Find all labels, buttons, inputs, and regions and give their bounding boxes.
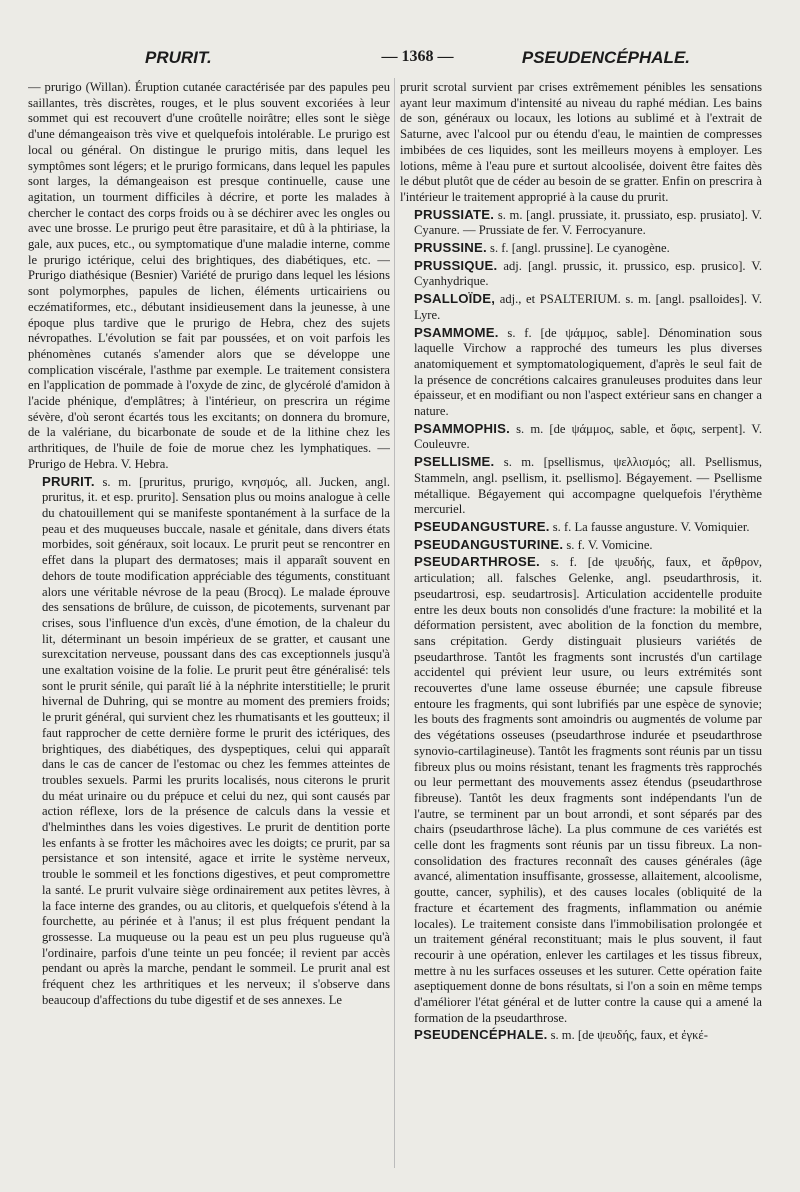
- entry-paragraph: [400, 1027, 762, 1044]
- entry-paragraph: [28, 80, 390, 473]
- entry-paragraph: [28, 474, 390, 1009]
- page-number: — 1368 —: [381, 48, 454, 65]
- entry-text: s. f. [de ψευδής, faux, et ἄρθρον, articulation; all. falsches Gelenke, angl. pseudarthrosis, it. pseudartrosi, esp. seudartrosis]. Articulation accidentelle produite entre les deux bouts non consolidés d'une fracture: la mobilité et la déformation persistent, avec abolition de la fonction du membre, sans crépitation. Gerdy distinguait plusieurs variétés de pseudarthrose. Tantôt les fragments sont incrustés d'un cartilage accidentel qui prévient leur usure, ou leurs extrémités sont recouvertes d'une lame osseuse éburnée; une capsule fibreuse entoure les fragments, qui sont lubrifiés par une espèce de synovie; les bouts des fragments sont amoindris ou augmentés de volume par des végétations osseuses (pseudarthrose indurée et pseudarthrose synovio-cartilagineuse). Tantôt les fragments sont réunis par un tissu fibreux plus ou moins résistant, tenant les fragments très rapprochés ou leur permettant des mouvements assez étendus (pseudarthrose fibreuse). Tantôt les deux fragments sont indépendants l'un de l'autre, se terminent par un bout arrondi, et sont séparés par des chairs (pseudarthrose lâche). La plus commune de ces variétés est celle dont les fragments sont réunis par un tissu fibreux. La non-consolidation des fractures reconnaît des causes générales (âge avancé, alimentation insuffisante, grossesse, allaitement, alcoolisme, goutte, cancer, syphilis), et des causes locales (obliquité de la fracture et écartement des fragments, inflammation ou anémie locales). Le traitement consiste dans l'immobilisation prolongée et un traitement général reconstituant; mais le plus souvent, il faut recourir à une opération, enlever les cartilages et les tissus fibreux, mettre à nu les surfaces osseuses et les suturer. Cette opération faite aseptiquement donne de bons résultats, si l'on a soin en même temps d'améliorer l'état général et de lutter contre la cause qui a amené la formation de la pseudarthrose.: [414, 555, 762, 1025]
- entry-headword: PSEUDANGUSTURINE.: [414, 536, 564, 552]
- entry-text: s. m. [angl. prussiate, it. prussiato, esp. prusiato]. V. Cyanure. — Prussiate de fer. V. Ferrocyanure.: [414, 207, 762, 238]
- entry-text: adj., et PSALTERIUM. s. m. [angl. psalloides]. V. Lyre.: [414, 292, 762, 322]
- entry-text: s. f. [de ψάμμος, sable]. Dénomination sous laquelle Virchow a rapproché des tumeurs les plus diverses anatomiquement et symptomatologiquement, d'après le seul fait de la présence de concrétions calcaires granuleuses produites dans leur épaisseur, et en modifiant ou non l'aspect extérieur sans en changer a nature.: [414, 325, 762, 419]
- entry-headword: PRUSSIATE.: [414, 206, 495, 222]
- entry-headword: PSEUDANGUSTURE.: [414, 518, 550, 534]
- entry-text: s. m. [de ψάμμος, sable, et ὄφις, serpent]. V. Couleuvre.: [414, 421, 762, 452]
- entry-paragraph: [400, 554, 762, 1026]
- entry-headword: PRUSSIQUE.: [414, 257, 498, 273]
- entry-paragraph: [400, 325, 762, 420]
- entry-headword: PSELLISME.: [414, 454, 495, 470]
- entry-paragraph: [400, 258, 762, 290]
- entry-text: s. f. V. Vomicine.: [563, 537, 653, 552]
- entry-headword: PSALLOÏDE,: [414, 291, 496, 307]
- entry-text: s. f. [angl. prussine]. Le cyanogène.: [486, 241, 670, 256]
- entry-paragraph: [400, 421, 762, 453]
- entry-paragraph: [400, 80, 762, 206]
- column-divider: [394, 78, 395, 1168]
- entry-headword: PSAMMOME.: [414, 324, 499, 340]
- entry-paragraph: [400, 207, 762, 239]
- entry-headword: PSAMMOPHIS.: [414, 420, 510, 436]
- entry-headword: PRUSSINE.: [414, 240, 487, 256]
- entry-text: s. m. [de ψευδής, faux, et ἐγκέ-: [547, 1028, 708, 1043]
- entry-text: s. m. [psellismus, ψελλισμός; all. Psellismus, Stammeln, angl. psellism, it. psellismo]. Bégayement. — Psellisme métallique. Bégayement qui accompagne quelquefois l'érythème mercuriel.: [414, 455, 762, 517]
- running-head-left: PRURIT.: [145, 48, 212, 67]
- page-header: [145, 48, 690, 74]
- entry-text: prurit scrotal survient par crises extrêmement pénibles les sensations ayant leur maximum d'intensité au niveau du raphé médian. Les bains de son, généraux ou locaux, les lotions au sublimé et à l'extrait de Saturne, avec l'alcool pur ou étendu d'eau, le maintien de compresses imbibées de ces liquides, sont les meilleurs moyens à employer. Les lotions, même à l'eau pure et surtout alcoolisée, doivent être faites dès le début plutôt que de céder au besoin de se gratter. Enfin on prescrira à l'intérieur le traitement approprié à la cause du prurit.: [400, 80, 762, 204]
- entry-text: — prurigo (Willan). Éruption cutanée caractérisée par des papules peu saillantes, très discrètes, rouges, et le plus souvent excoriées à leur sommet qui est recouvert d'une croûtelle noirâtre; elles sont le siège d'une démangeaison très vive et quelquefois intolérable. Le prurigo est local ou général. On distingue le prurigo mitis, dans lequel les symptômes sont légers; et le prurigo formicans, dans lequel les papules sont larges, la démangeaison est presque continuelle, cause une agitation, un tourment difficiles à décrire, et porte les malades à chercher le contact des corps froids ou à se déchirer avec les ongles ou avec une brosse. Le prurigo peut être parasitaire, et dû à la phtiriase, la gale, aux puces, etc., ou symptomatique d'une maladie interne, comme le prurigo ictérique, celui des brightiques, des diabétiques, etc. — Prurigo diathésique (Besnier) Variété de prurigo dans lequel les lésions sont polymorphes, papules de lichen, éléments urticairiens ou eczématiformes, etc., débutant insidieusement dans la jeunesse, à une époque plus tardive que le prurigo de Hebra, chez des sujets névropathes. L'évolution se fait par poussées, et on voit parfois les phénomènes cutanés s'amender alors que se développe une complication viscérale, l'asthme par exemple. Le traitement consistera en l'application de pommade à l'oxyde de zinc, de glycérolé d'amidon à l'acide phénique, d'emplâtres; à l'intérieur, on prescrira un régime sévère, d'où seront écartés tous les excitants; on donnera du bromure, de la valériane, du bicarbonate de soude et de la lithine chez les arthritiques, de l'huile de foie de morue chez les lymphatiques. — Prurigo de Hebra. V. Hebra.: [28, 80, 390, 471]
- entry-text: adj. [angl. prussic, it. prussico, esp. prusico]. V. Cyanhydrique.: [414, 258, 762, 289]
- entry-text: s. f. La fausse angusture. V. Vomiquier.: [549, 519, 750, 534]
- entry-paragraph: [400, 454, 762, 518]
- entry-headword: PRURIT.: [42, 473, 95, 489]
- right-column: [400, 80, 762, 1170]
- entry-paragraph: [400, 291, 762, 323]
- entry-headword: PSEUDENCÉPHALE.: [414, 1027, 548, 1043]
- entry-text: s. m. [pruritus, prurigo, κνησμός, all. Jucken, angl. pruritus, it. et esp. prurito]. Sensation plus ou moins analogue à celle du chatouillement qui se manifeste spontanément à la surface de la peau et des muqueuses buccale, nasale et génitale, dans divers états morbides, soit généraux, soit locaux. Le prurit peut se rencontrer en effet dans la plupart des dermatoses; mais il apparaît souvent en dehors de toute modification appréciable des téguments, constituant alors une véritable névrose de la peau (Brocq). Le malade éprouve des sensations de brûlure, de cuisson, de picotements, survenant par crises, sous l'influence d'un excès, d'une émotion, de la chaleur du lit, déterminant un besoin impérieux de se gratter, et causant une surexcitation nerveuse, poussant dans des cas exceptionnels jusqu'à une exaltation voisine de la folie. Le prurit peut être généralisé: tels sont le prurit sénile, qui paraît lié à la néphrite interstitielle; le prurit hivernal de Duhring, qui se montre au moment des premiers froids; le prurit général, qui survient chez les rhumatisants et les goutteux; il faut rapprocher de cette dernière forme le prurit des ictériques, des brightiques, des diabétiques, des dyspeptiques, celui qui apparaît dans le cas de cancer de l'estomac ou chez les femmes atteintes de troubles sexuels. Parmi les prurits localisés, nous citerons le prurit du méat urinaire ou du prépuce et celui du nez, qui sont causés par action réflexe, lors de la présence de calculs dans la vessie et d'helminthes dans les voies digestives. Le prurit de dentition porte les enfants à se frotter les mâchoires avec les doigts; ce prurit, par sa persistance et son intensité, agace et irrite le système nerveux, trouble le sommeil et les fonctions digestives, et peut compromettre la santé. Le prurit vulvaire siège ordinairement aux petites lèvres, à la face interne des grandes, ou au clitoris, et quelquefois s'étend à la fourchette, au périnée et à l'anus; il est plus fréquent pendant la grossesse. La muqueuse ou la peau est un peu plus rugueuse qu'à l'ordinaire, parfois d'une teinte un peu foncée; il revient par accès pendant ou après la marche, pendant le sommeil. Le prurit anal est fréquent chez les arthritiques et les nerveux; il s'observe dans beaucoup d'affections du tube digestif et de ses annexes. Le: [42, 474, 390, 1007]
- entry-paragraph: [400, 240, 762, 257]
- entry-headword: PSEUDARTHROSE.: [414, 554, 540, 570]
- entry-paragraph: [400, 537, 762, 554]
- entry-paragraph: [400, 519, 762, 536]
- running-head-right: PSEUDENCÉPHALE.: [521, 48, 690, 67]
- left-column: [28, 80, 390, 1170]
